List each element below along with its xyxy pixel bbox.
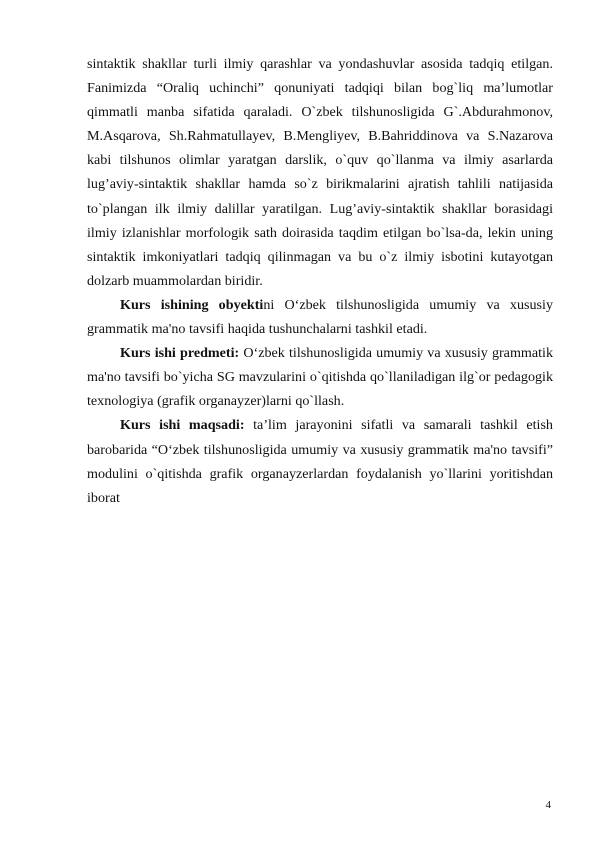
paragraph-object	[87, 293, 553, 341]
paragraph-subject	[87, 341, 553, 413]
paragraph-intro	[87, 52, 553, 293]
page-number: 4	[545, 799, 551, 811]
paragraph-text: O‘zbek tilshunosligida umumiy va xususiy grammatik ma'no tavsifi bo`yicha SG mavzularini o`qitishda qo`llaniladigan ilg`or pedagogik texnologiya (grafik organayzer)larni qo`llash.	[87, 345, 554, 410]
paragraph-text: ni O‘zbek tilshunosligida umumiy va xususiy grammatik ma'no tavsifi haqida tushunchalarni tashkil etadi.	[87, 296, 553, 338]
paragraph-lead: Kurs ishi predmeti:	[120, 345, 240, 362]
paragraph-text: ta’lim jarayonini sifatli va samarali tashkil etish barobarida “O‘zbek tilshunosligida umumiy va xususiy grammatik ma'no tavsifi” modulini o`qitishda grafik organayzerlardan foydalanish yo`llarini yoritishdan iborat	[87, 417, 553, 506]
paragraph-lead: Kurs ishining obyekti	[120, 296, 264, 313]
paragraph-text: sintaktik shakllar turli ilmiy qarashlar va yondashuvlar asosida tadqiq etilgan. Fanimizda “Oraliq uchinchi” qonuniyati tadqiqi bilan bog`liq ma’lumotlar qimmatli manba sifatida qaraladi. O`zbek tilshunosligida G`.Abdurahmonov, M.Asqarova, Sh.Rahmatullayev, B.Mengliyev, B.Bahriddinova va S.Nazarova kabi tilshunos olimlar yaratgan darslik, o`quv qo`llanma va ilmiy asarlarda lug’aviy-sintaktik shakllar hamda so`z birikmalarini ajratish tahlili natijasida to`plangan ilk ilmiy dalillar yaratilgan. Lug’aviy-sintaktik shakllar borasidagi ilmiy izlanishlar morfologik sath doirasida taqdim etilgan bo`lsa-da, lekin uning sintaktik imkoniyatlari tadqiq qilinmagan va bu o`z ilmiy isbotini kutayotgan dolzarb muammolardan biridir.	[87, 56, 553, 289]
paragraph-lead: Kurs ishi maqsadi:	[120, 417, 245, 434]
paragraph-goal	[87, 413, 553, 509]
document-body	[87, 52, 553, 510]
